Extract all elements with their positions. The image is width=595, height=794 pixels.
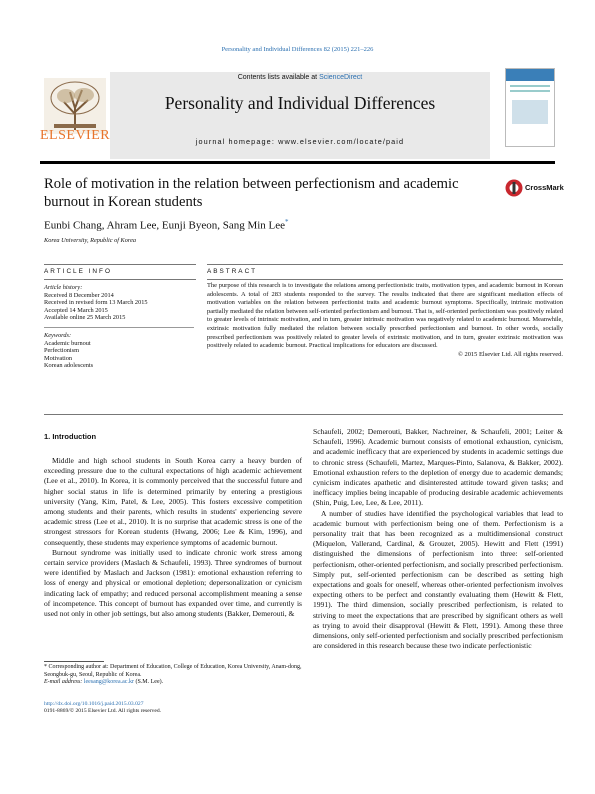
history-item: Received 8 December 2014 <box>44 291 114 299</box>
section-heading-introduction: 1. Introduction <box>44 432 97 441</box>
body-column-right <box>313 427 563 651</box>
issn-line: 0191-8869/© 2015 Elsevier Ltd. All rights reserved. <box>44 708 162 715</box>
email-line <box>44 679 302 687</box>
abstract-copyright: © 2015 Elsevier Ltd. All rights reserved. <box>457 350 563 358</box>
corresponding-author-mark[interactable]: * <box>285 218 289 226</box>
authors: Eunbi Chang, Ahram Lee, Eunji Byeon, Sang Min Lee <box>44 219 286 232</box>
article-info-heading: ARTICLE INFO <box>44 268 112 275</box>
journal-cover-thumbnail <box>505 68 555 147</box>
contents-line <box>110 74 490 81</box>
email-label: E-mail address: <box>44 679 83 686</box>
crossmark-label: CrossMark <box>525 183 564 192</box>
keyword: Academic burnout <box>44 339 91 347</box>
footnote-rule <box>44 661 104 662</box>
email-link[interactable]: leesang@korea.ac.kr <box>83 679 134 686</box>
email-suffix: (S.M. Lee). <box>135 679 164 686</box>
abstract-body <box>207 282 563 359</box>
keywords-label: Keywords: <box>44 331 72 339</box>
history-item: Received in revised form 13 March 2015 <box>44 299 148 307</box>
article-info <box>44 284 194 370</box>
journal-reference[interactable]: Personality and Individual Differences 82 (2015) 221–226 <box>221 46 374 53</box>
paragraph: Middle and high school students in South Korea carry a heavy burden of exceeding pressure due to the cultural expectations of high academic achievement (Lee et al., 2010). In Korea, it is commonly perceived that the successful future and higher social status in life is determined primarily by entering a prestigious university (Yang, Kim, Patel, & Lee, 2005). This fosters excessive competition among students and their parents, which results in students' experiencing severe academic stress (Lee et al., 2010). It is no surprise that academic stress is one of the strongest stressors for Korean students (Hwang, 2006; Lee & Kim, 1996), and consequently, these students may experience symptoms of academic burnout. <box>44 456 302 547</box>
affiliation: Korea University, Republic of Korea <box>44 237 137 244</box>
authors-line <box>44 218 289 232</box>
elsevier-wordmark: ELSEVIER <box>40 128 111 143</box>
keyword: Motivation <box>44 354 72 362</box>
doi-link[interactable]: http://dx.doi.org/10.1016/j.paid.2015.03.027 <box>44 701 144 707</box>
keyword: Korean adolescents <box>44 362 94 370</box>
page-footer <box>44 701 161 715</box>
body-column-left <box>44 456 302 619</box>
abstract-heading: ABSTRACT <box>207 268 258 275</box>
journal-title: Personality and Individual Differences <box>164 93 436 113</box>
corresponding-author-note: * Corresponding author at: Department of Education, College of Education, Korea University, Anam-dong, Seongbuk-gu, Seoul, Republic of Korea. <box>44 664 302 678</box>
abstract-rule <box>207 264 563 265</box>
crossmark-badge[interactable] <box>505 179 564 197</box>
paragraph: Schaufeli, 2002; Demerouti, Bakker, Nachreiner, & Schaufeli, 2001; Leiter & Schaufeli, 1996). Academic burnout consists of emotional exhaustion, cynicism, and academic inefficacy that are experienced by students in academic settings due to chronic stress (Schaufeli, Martez, Marques-Pinto, Salanova, & Bakker, 2002). Emotional exhaustion refers to the depletion of energy due to academic demands; cynicism indicates apathetic and disinterested attitude toward given tasks; and inefficacy implies being incapable of producing desirable academic achievements (Shin, Puig, Lee, Lee, & Lee, 2011). <box>313 427 563 508</box>
history-label: Article history: <box>44 284 83 291</box>
keyword: Perfectionism <box>44 347 79 355</box>
info-divider <box>44 327 194 328</box>
abstract-text: The purpose of this research is to investigate the relations among perfectionistic traits, motivation types, and academic burnout in Korean adolescents. A total of 283 students responded to the survey. The results indicated that there are significant mediation effects of motivation variables on the relation between perfectionist traits and academic burnout symptoms. Specifically, intrinsic motivation partially mediated the relation between self-oriented perfectionism and burnout. That is, self-oriented perfectionism was positively related to greater levels of intrinsic motivation, and in turn, greater intrinsic motivation was negatively related to academic burnout. Meanwhile, extrinsic motivation fully mediated the relation between socially prescribed perfectionism and burnout. In other words, socially prescribed perfectionism was positively related to greater levels of extrinsic motivation, and in turn, greater extrinsic motivation was positively related to academic burnout. Practical implications for educators are discussed. <box>207 282 563 350</box>
contents-prefix: Contents lists available at <box>237 74 320 81</box>
crossmark-icon <box>505 179 523 197</box>
abstract-rule-2 <box>207 279 563 280</box>
paragraph: Burnout syndrome was initially used to indicate chronic work stress among certain service providers (Maslach & Schaufeli, 1993). Three syndromes of burnout were identified by Maslach and Jackson (1981): emotional exhaustion referring to loss of energy and physical or emotional depletion; depersonalization or cynicism indicating lack of empathy; and reduced personal accomplishment meaning a sense of incompetence. This concept of burnout has expanded over time, and currently is used not only in other job settings, but also among students (Bakker, Demerouti, & <box>44 547 302 619</box>
paragraph: A number of studies have identified the psychological variables that lead to academic burnout with perfectionism being one of them. Perfectionism is a personality trait that has been recognized as a multidimensional construct (Miquelon, Vallerand, Cardinal, & Grouzet, 2005). Hewitt and Flett (1991) distinguished the dimensions of perfectionism into three: self-oriented perfectionism, other-oriented perfectionism, and socially prescribed perfectionism. Simply put, self-oriented perfectionism can be described as setting high expectations and goals for oneself, whereas other-oriented perfectionism involves expecting others to be perfect and constantly evaluating them (Hewitt & Flett, 1991). The third dimension, socially prescribed perfectionism, is related to striving to meet the expectations that are prescribed by significant others as well as trying to avoid their disapproval (Hewitt & Flett, 1991). Among these three dimensions, only self-oriented perfectionism and socially prescribed perfectionism are considered in this research because these two indicate perfectionistic <box>313 508 563 651</box>
journal-homepage[interactable]: journal homepage: www.elsevier.com/locate/paid <box>195 137 405 146</box>
article-info-rule <box>44 264 196 265</box>
abstract-end-rule <box>44 414 563 415</box>
footnote <box>44 664 302 687</box>
history-item: Accepted 14 March 2015 <box>44 306 108 314</box>
history-item: Available online 25 March 2015 <box>44 314 126 322</box>
article-info-rule-2 <box>44 279 196 280</box>
header-rule <box>40 161 555 164</box>
sciencedirect-link[interactable]: ScienceDirect <box>319 74 363 81</box>
article-title: Role of motivation in the relation between perfectionism and academic burnout in Korean students <box>44 176 459 210</box>
